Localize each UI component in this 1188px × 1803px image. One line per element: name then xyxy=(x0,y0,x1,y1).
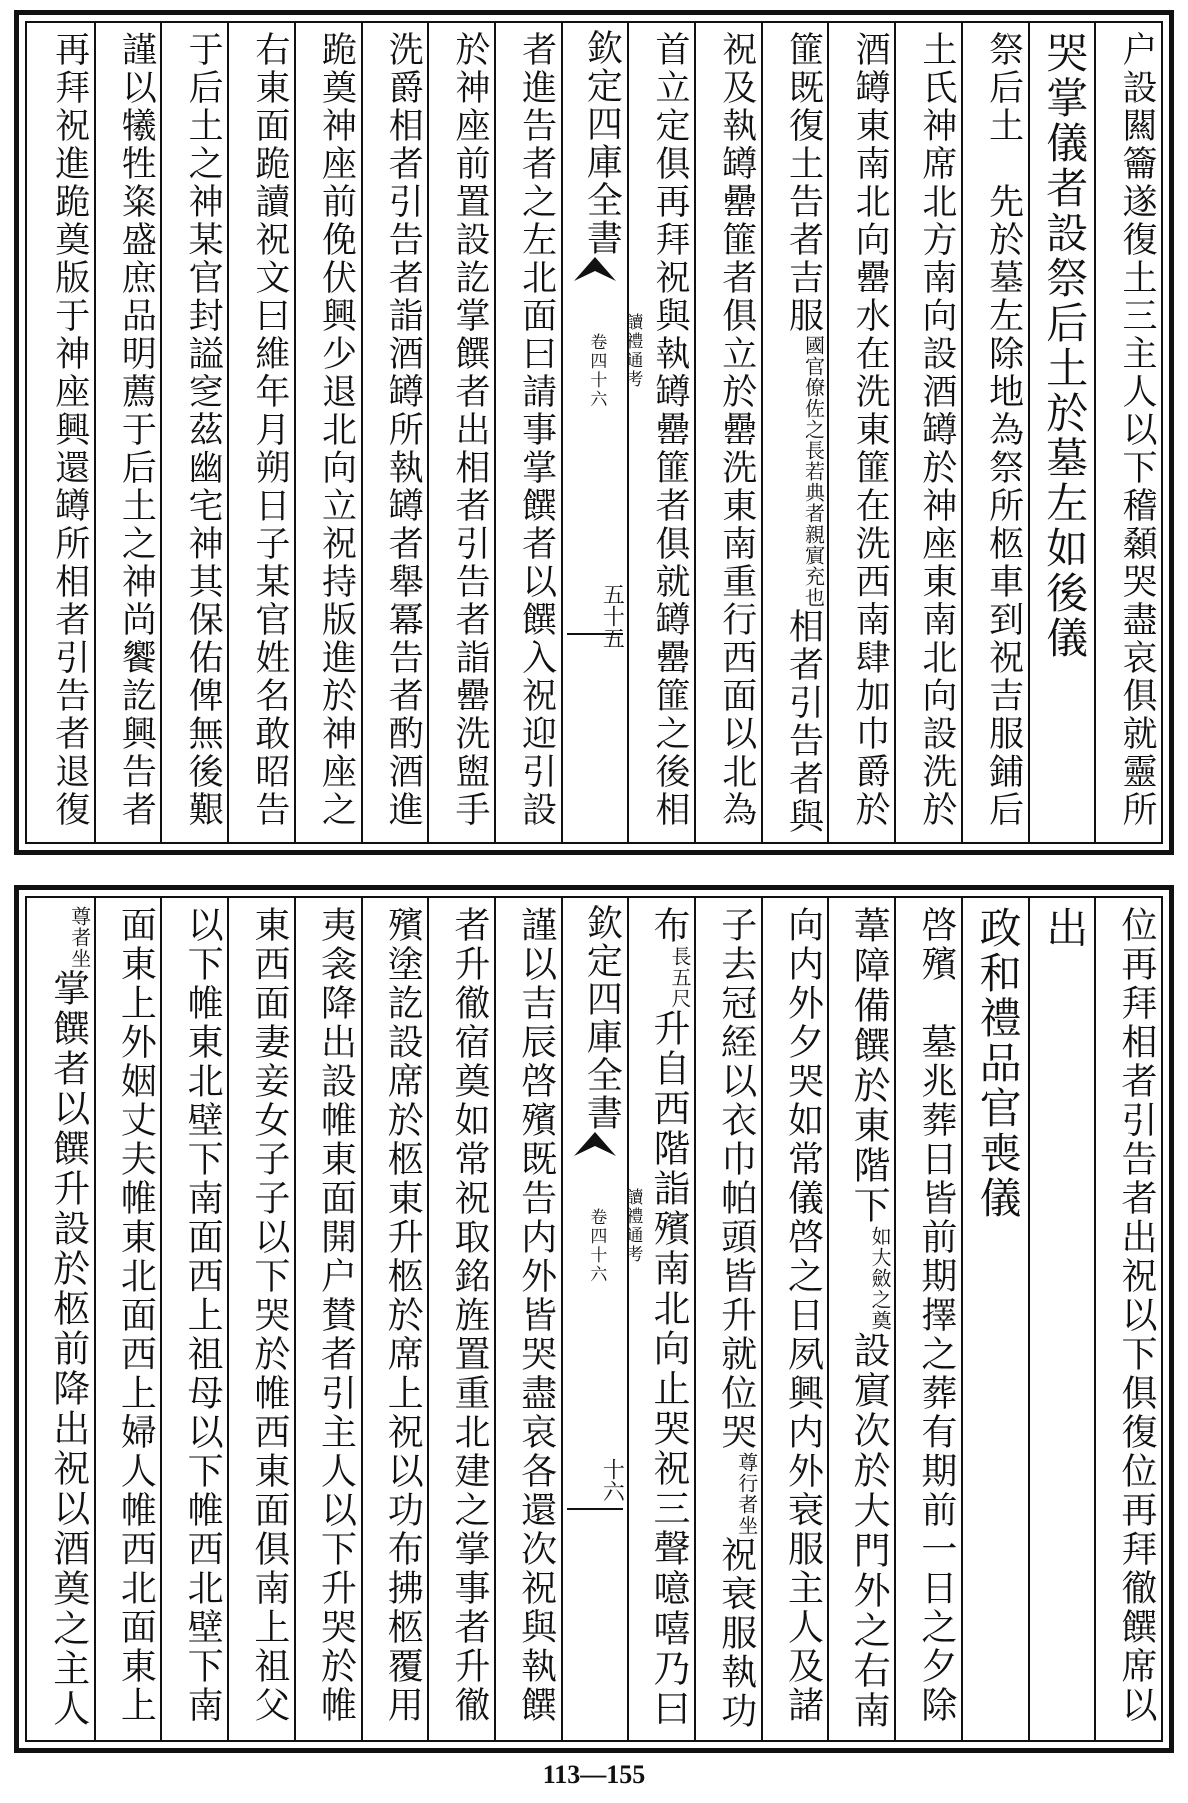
main-text: 洗爵相者引告者詣酒罇所執罇者舉冪告者酌酒進 xyxy=(383,31,424,829)
column-text xyxy=(1030,906,1095,951)
main-text: 篚既復土告者吉服 xyxy=(783,31,824,335)
page-bottom xyxy=(14,885,1174,1753)
main-text: 啓殯 墓兆葬日皆前期擇之葬有期前一日之夕除 xyxy=(915,906,957,1725)
spine-subtitle: 讀禮通考 xyxy=(622,313,643,389)
spine-subtitle: 讀禮通考 xyxy=(622,1188,643,1264)
column-text xyxy=(1096,906,1161,1725)
text-column xyxy=(160,23,227,842)
main-text: 設賔次於大門外之右南 xyxy=(847,1331,891,1731)
text-column xyxy=(894,898,961,1740)
text-column xyxy=(694,898,761,1740)
text-column xyxy=(827,898,894,1740)
main-text: 哭掌儀者設祭后土於墓左如後儀 xyxy=(1040,31,1090,661)
text-column xyxy=(361,898,428,1740)
main-text: 祝衰服執功 xyxy=(715,1536,757,1731)
text-column xyxy=(1028,23,1095,842)
column-text xyxy=(696,31,761,829)
main-text: 首立定俱再拜祝與執罇罍篚者俱就罇罍篚之後相 xyxy=(650,31,691,829)
main-text: 土氏神席北方南向設酒罇於神座東南北向設洗於 xyxy=(916,31,957,829)
text-column xyxy=(761,898,828,1740)
fish-tail-mark-icon xyxy=(572,1128,618,1158)
column-text xyxy=(896,906,961,1725)
column-text xyxy=(496,31,561,829)
main-text: 謹以吉辰啓殯既告内外皆哭盡哀各還次祝與執饌 xyxy=(515,906,557,1725)
interlinear-note: 長五尺 xyxy=(668,946,693,1009)
column-text xyxy=(1096,31,1161,829)
main-text: 右東面跪讀祝文曰維年月朔日子某官姓名敢昭告 xyxy=(249,31,290,829)
column-text xyxy=(162,906,227,1725)
spine-title: 欽定四庫全書 xyxy=(581,904,623,1132)
main-text: 向内外夕哭如常儀啓之日夙興内外衰服主人及諸 xyxy=(782,906,824,1725)
text-column xyxy=(1094,898,1161,1740)
text-column xyxy=(294,898,361,1740)
main-text: 政和禮品官喪儀 xyxy=(973,906,1023,1221)
column-text xyxy=(963,906,1028,1221)
main-text: 布 xyxy=(647,906,691,946)
page-top xyxy=(14,10,1174,855)
text-column xyxy=(94,23,161,842)
text-column xyxy=(494,898,561,1740)
main-text: 升自西階詣殯南北向止哭祝三聲噫嘻乃曰 xyxy=(647,1009,691,1729)
interlinear-note: 尊者坐 xyxy=(67,906,92,969)
column-text xyxy=(363,31,428,829)
main-text: 於神座前置設訖掌饌者出相者引告者詣罍洗盥手 xyxy=(449,31,490,829)
column-text xyxy=(96,906,161,1725)
spine-rule xyxy=(567,1508,624,1510)
main-text: 面東上外姻丈夫帷東北面西上婦人帷西北面東上 xyxy=(115,906,157,1725)
text-column xyxy=(27,23,94,842)
column-text xyxy=(363,906,428,1725)
text-column xyxy=(627,23,694,842)
main-text: 東西面妻妾女子子以下哭於帷西東面俱南上祖父 xyxy=(248,906,290,1725)
center-spine xyxy=(561,23,643,842)
main-text: 再拜祝進跪奠版于神座興還罇所相者引告者退復 xyxy=(49,31,90,829)
text-column xyxy=(627,898,694,1740)
spine-title: 欽定四庫全書 xyxy=(581,29,623,257)
page-bottom-frame xyxy=(25,896,1163,1742)
text-column xyxy=(361,23,428,842)
text-column xyxy=(427,898,494,1740)
column-text xyxy=(296,31,361,829)
column-text xyxy=(829,906,894,1731)
text-column xyxy=(227,23,294,842)
spine-volume: 卷四十六 xyxy=(586,1208,607,1284)
text-column xyxy=(894,23,961,842)
interlinear-note: 如大斂之奠 xyxy=(868,1226,893,1331)
spine-page-number: 五十五 xyxy=(599,583,625,649)
column-text xyxy=(829,31,894,829)
text-column xyxy=(1094,23,1161,842)
text-column xyxy=(961,898,1028,1740)
main-text: 跪奠神座前俛伏興少退北向立祝持版進於神座之 xyxy=(316,31,357,829)
main-text: 掌饌者以饌升設於柩前降出祝以酒奠之主人 xyxy=(46,969,90,1729)
main-text: 者進告者之左北面曰請事掌饌者以饌入祝迎引設 xyxy=(516,31,557,829)
main-text: 于后土之神某官封謚窆茲幽宅神其保佑俾無後艱 xyxy=(183,31,224,829)
main-text: 祭后土 先於墓左除地為祭所柩車到祝吉服鋪后 xyxy=(983,31,1024,829)
spine-page-number: 十六 xyxy=(599,1458,625,1502)
column-text xyxy=(1030,31,1095,661)
text-column xyxy=(694,23,761,842)
text-column xyxy=(294,23,361,842)
main-text: 殯塗訖設席於柩東升柩於席上祝以功布拂柩覆用 xyxy=(382,906,424,1725)
column-text xyxy=(629,906,694,1729)
page-top-frame xyxy=(25,21,1163,844)
main-text: 者升徹宿奠如常祝取銘旌置重北建之掌事者升徹 xyxy=(448,906,490,1725)
text-column xyxy=(94,898,161,1740)
fish-tail-mark-icon xyxy=(572,253,618,283)
center-spine xyxy=(561,898,643,1740)
column-text xyxy=(696,906,761,1731)
interlinear-note: 尊行者坐 xyxy=(734,1452,759,1536)
main-text: 出 xyxy=(1040,906,1090,951)
column-text xyxy=(496,906,561,1725)
column-text xyxy=(963,31,1028,829)
text-column xyxy=(160,898,227,1740)
main-text: 謹以犧牲粢盛庶品明薦于后土之神尚饗訖興告者 xyxy=(116,31,157,829)
text-column xyxy=(761,23,828,842)
column-text xyxy=(27,31,94,829)
main-text: 子去冠絰以衣巾帕頭皆升就位哭 xyxy=(715,906,757,1452)
main-text: 酒罇東南北向罍水在洗東篚在洗西南肆加巾爵於 xyxy=(850,31,891,829)
text-column xyxy=(961,23,1028,842)
spine-volume: 卷四十六 xyxy=(586,333,607,409)
text-column xyxy=(1028,898,1095,1740)
column-text xyxy=(229,31,294,829)
column-text xyxy=(96,31,161,829)
main-text: 葦障備饌於東階下 xyxy=(847,906,891,1226)
page-number: 113—155 xyxy=(542,1760,646,1789)
column-text xyxy=(763,906,828,1725)
main-text: 相者引告者與 xyxy=(783,608,824,836)
column-text xyxy=(229,906,294,1725)
spine-rule xyxy=(567,633,624,635)
text-column xyxy=(227,898,294,1740)
main-text: 以下帷東北壁下南面西上祖母以下帷西北壁下南 xyxy=(182,906,224,1725)
text-column xyxy=(494,23,561,842)
column-text xyxy=(27,906,94,1729)
main-text: 位再拜相者引告者出祝以下俱復位再拜徹饌席以 xyxy=(1115,906,1157,1725)
column-text xyxy=(296,906,361,1725)
text-column xyxy=(827,23,894,842)
text-column xyxy=(427,23,494,842)
column-text xyxy=(896,31,961,829)
main-text: 户設闗籥遂復土三主人以下稽顙哭盡哀俱就靈所 xyxy=(1116,31,1157,829)
interlinear-note: 國官僚佐之長若典者親賔充也 xyxy=(801,335,826,608)
column-text xyxy=(429,906,494,1725)
column-text xyxy=(429,31,494,829)
main-text: 夷衾降出設帷東面開户賛者引主人以下升哭於帷 xyxy=(315,906,357,1725)
column-text xyxy=(763,31,828,836)
text-column xyxy=(27,898,94,1740)
column-text xyxy=(629,31,694,829)
column-text xyxy=(162,31,227,829)
main-text: 祝及執罇罍篚者俱立於罍洗東南重行西面以北為 xyxy=(716,31,757,829)
